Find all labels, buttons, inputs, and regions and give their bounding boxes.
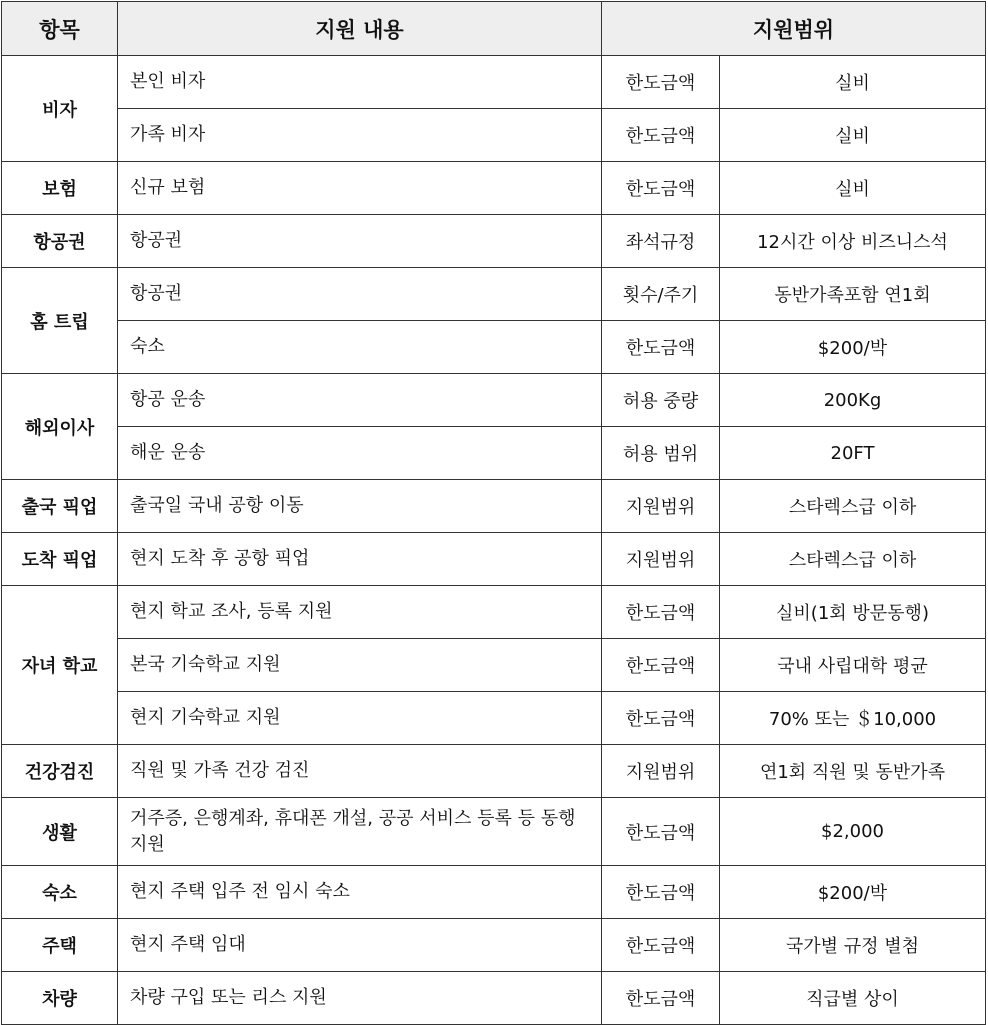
range-type-cell: 횟수/주기 xyxy=(602,268,720,321)
detail-cell: 항공권 xyxy=(118,268,602,321)
range-value-cell: $200/박 xyxy=(720,321,986,374)
range-type-cell: 한도금액 xyxy=(602,692,720,745)
range-type-cell: 허용 범위 xyxy=(602,427,720,480)
detail-cell: 직원 및 가족 건강 검진 xyxy=(118,745,602,798)
table-row xyxy=(2,639,986,692)
range-type-cell: 한도금액 xyxy=(602,56,720,109)
category-cell: 출국 픽업 xyxy=(2,480,118,533)
range-type-cell: 한도금액 xyxy=(602,639,720,692)
table-row xyxy=(2,745,986,798)
range-type-cell: 한도금액 xyxy=(602,321,720,374)
category-cell: 숙소 xyxy=(2,866,118,919)
category-cell: 홈 트립 xyxy=(2,268,118,374)
category-cell: 자녀 학교 xyxy=(2,586,118,745)
header-range: 지원범위 xyxy=(602,2,986,56)
category-cell: 해외이사 xyxy=(2,374,118,480)
range-value-cell: 연1회 직원 및 동반가족 xyxy=(720,745,986,798)
range-type-cell: 좌석규정 xyxy=(602,215,720,268)
detail-cell: 현지 학교 조사, 등록 지원 xyxy=(118,586,602,639)
category-cell: 건강검진 xyxy=(2,745,118,798)
detail-cell: 항공 운송 xyxy=(118,374,602,427)
range-type-cell: 한도금액 xyxy=(602,109,720,162)
detail-cell: 거주증, 은행계좌, 휴대폰 개설, 공공 서비스 등록 등 동행 지원 xyxy=(118,798,602,866)
range-type-cell: 한도금액 xyxy=(602,586,720,639)
table-row xyxy=(2,866,986,919)
range-type-cell: 한도금액 xyxy=(602,919,720,972)
range-type-cell: 한도금액 xyxy=(602,162,720,215)
range-value-cell: 직급별 상이 xyxy=(720,972,986,1025)
detail-cell: 현지 주택 임대 xyxy=(118,919,602,972)
detail-cell: 출국일 국내 공항 이동 xyxy=(118,480,602,533)
detail-cell: 가족 비자 xyxy=(118,109,602,162)
category-cell: 보험 xyxy=(2,162,118,215)
range-value-cell: 실비(1회 방문동행) xyxy=(720,586,986,639)
range-type-cell: 지원범위 xyxy=(602,745,720,798)
detail-cell: 현지 도착 후 공항 픽업 xyxy=(118,533,602,586)
detail-cell: 항공권 xyxy=(118,215,602,268)
range-value-cell: 스타렉스급 이하 xyxy=(720,480,986,533)
table-row xyxy=(2,427,986,480)
support-table xyxy=(1,1,986,1025)
detail-cell: 본인 비자 xyxy=(118,56,602,109)
detail-cell: 해운 운송 xyxy=(118,427,602,480)
detail-cell: 현지 기숙학교 지원 xyxy=(118,692,602,745)
category-cell: 차량 xyxy=(2,972,118,1025)
range-value-cell: 실비 xyxy=(720,109,986,162)
range-value-cell: 실비 xyxy=(720,162,986,215)
table-row xyxy=(2,586,986,639)
range-value-cell: 20FT xyxy=(720,427,986,480)
table-row xyxy=(2,533,986,586)
range-value-cell: 스타렉스급 이하 xyxy=(720,533,986,586)
detail-cell: 차량 구입 또는 리스 지원 xyxy=(118,972,602,1025)
range-type-cell: 한도금액 xyxy=(602,798,720,866)
header-item: 항목 xyxy=(2,2,118,56)
detail-cell: 현지 주택 입주 전 임시 숙소 xyxy=(118,866,602,919)
table-row xyxy=(2,972,986,1025)
range-type-cell: 한도금액 xyxy=(602,972,720,1025)
category-cell: 도착 픽업 xyxy=(2,533,118,586)
range-value-cell: 실비 xyxy=(720,56,986,109)
range-value-cell: 국가별 규정 별첨 xyxy=(720,919,986,972)
range-type-cell: 지원범위 xyxy=(602,480,720,533)
table-row xyxy=(2,56,986,109)
table-row xyxy=(2,692,986,745)
table-row xyxy=(2,321,986,374)
range-type-cell: 지원범위 xyxy=(602,533,720,586)
range-value-cell: 70% 또는 ＄10,000 xyxy=(720,692,986,745)
table-row xyxy=(2,109,986,162)
detail-cell: 숙소 xyxy=(118,321,602,374)
category-cell: 비자 xyxy=(2,56,118,162)
table-row xyxy=(2,480,986,533)
table-row xyxy=(2,919,986,972)
category-cell: 주택 xyxy=(2,919,118,972)
header-row xyxy=(2,2,986,56)
detail-cell: 본국 기숙학교 지원 xyxy=(118,639,602,692)
range-type-cell: 한도금액 xyxy=(602,866,720,919)
table-row xyxy=(2,374,986,427)
header-detail: 지원 내용 xyxy=(118,2,602,56)
range-type-cell: 허용 중량 xyxy=(602,374,720,427)
range-value-cell: 동반가족포함 연1회 xyxy=(720,268,986,321)
table-row xyxy=(2,215,986,268)
range-value-cell: 12시간 이상 비즈니스석 xyxy=(720,215,986,268)
table-row xyxy=(2,798,986,866)
table-row xyxy=(2,268,986,321)
detail-cell: 신규 보험 xyxy=(118,162,602,215)
range-value-cell: $2,000 xyxy=(720,798,986,866)
table-row xyxy=(2,162,986,215)
category-cell: 생활 xyxy=(2,798,118,866)
category-cell: 항공권 xyxy=(2,215,118,268)
range-value-cell: 국내 사립대학 평균 xyxy=(720,639,986,692)
range-value-cell: $200/박 xyxy=(720,866,986,919)
range-value-cell: 200Kg xyxy=(720,374,986,427)
